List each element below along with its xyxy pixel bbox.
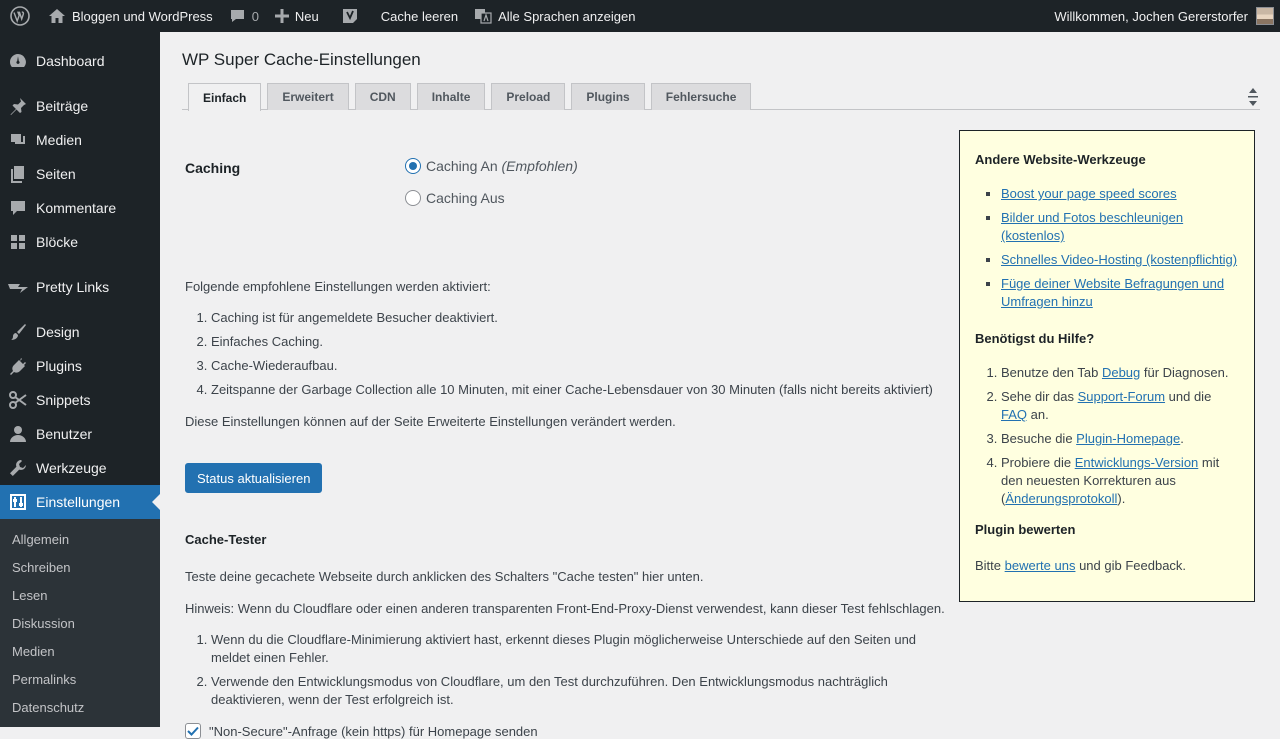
- sidebar-item-pages[interactable]: [0, 157, 160, 191]
- wordpress-logo-icon[interactable]: [0, 0, 40, 32]
- help-text: Benutze den Tab: [1001, 365, 1102, 380]
- sort-arrows-icon[interactable]: [1246, 88, 1260, 106]
- star-link-icon: [8, 277, 28, 297]
- sidebar-item-media[interactable]: [0, 123, 160, 157]
- site-name: Bloggen und WordPress: [72, 8, 213, 24]
- account-menu[interactable]: [1046, 0, 1280, 32]
- wrench-icon: [8, 458, 28, 478]
- translation-icon: [474, 8, 492, 24]
- tab-advanced[interactable]: Erweitert: [267, 83, 348, 110]
- tools-link-video[interactable]: Schnelles Video-Hosting (kostenpflichtig): [1001, 252, 1238, 267]
- list-item: [1001, 430, 1239, 448]
- yoast-icon[interactable]: [327, 0, 373, 32]
- plug-icon: [8, 356, 28, 376]
- tab-plugins[interactable]: Plugins: [571, 83, 644, 110]
- submenu-item-writing[interactable]: Schreiben: [12, 559, 71, 575]
- admin-sidebar: [0, 32, 160, 720]
- submenu-item-general[interactable]: Allgemein: [12, 531, 70, 547]
- avatar: [1256, 7, 1274, 25]
- sidebar-item-label: Medien: [36, 132, 82, 148]
- list-item: 1. Wenn du die Cloudflare-Minimierung aktiviert hast, erkennt dieses Plugin möglicherweise Unterschiede auf den Seiten und meldet einen Fehler.: [211, 631, 931, 667]
- sidebar-item-dashboard[interactable]: [0, 44, 160, 78]
- non-secure-label: "Non-Secure"-Anfrage (kein https) für Homepage senden: [209, 723, 538, 739]
- sidebar-item-plugins[interactable]: [0, 349, 160, 383]
- submenu-item-discussion[interactable]: Diskussion: [12, 615, 75, 631]
- languages-label: Alle Sprachen anzeigen: [498, 8, 636, 24]
- sidebar-item-settings[interactable]: [0, 485, 160, 519]
- comment-icon: [8, 198, 28, 218]
- rate-title: Plugin bewerten: [975, 522, 1076, 537]
- list-item: [1001, 251, 1239, 269]
- sidebar-item-design[interactable]: [0, 315, 160, 349]
- advanced-note: Diese Einstellungen können auf der Seite Erweiterte Einstellungen verändert werden.: [185, 414, 676, 429]
- list-item: [1001, 185, 1239, 203]
- cloudflare-note: Hinweis: Wenn du Cloudflare oder einen anderen transparenten Front-End-Proxy-Dienst verwendest, kann dieser Test fehlschlagen.: [185, 601, 945, 616]
- non-secure-option[interactable]: [185, 723, 538, 739]
- blocks-icon: [8, 232, 28, 252]
- list-item: 3. Cache-Wiederaufbau.: [211, 357, 933, 375]
- settings-tabs: [182, 83, 1260, 110]
- pages-icon: [8, 164, 28, 184]
- sidebar-item-label: Seiten: [36, 166, 76, 182]
- submenu-item-reading[interactable]: Lesen: [12, 587, 48, 603]
- help-text: mit den neuesten Korrekturen aus (: [1001, 455, 1220, 506]
- tab-contents[interactable]: Inhalte: [417, 83, 486, 110]
- support-forum-link[interactable]: Support-Forum: [1077, 389, 1166, 404]
- sidebar-item-label: Snippets: [36, 392, 91, 408]
- sidebar-item-snippets[interactable]: [0, 383, 160, 417]
- tab-easy[interactable]: Einfach: [188, 83, 261, 111]
- tools-list: [1001, 185, 1239, 311]
- sidebar-item-blocks[interactable]: [0, 225, 160, 259]
- sidebar-item-label: Blöcke: [36, 234, 79, 250]
- update-status-button[interactable]: Status aktualisieren: [185, 463, 322, 493]
- rate-link[interactable]: bewerte uns: [1004, 558, 1076, 573]
- list-item: [1001, 454, 1239, 508]
- changelog-link[interactable]: Änderungsprotokoll: [1005, 491, 1118, 506]
- tools-link-speed[interactable]: Boost your page speed scores: [1001, 186, 1177, 201]
- tab-debug[interactable]: Fehlersuche: [651, 83, 752, 110]
- caching-off-option[interactable]: [405, 190, 505, 206]
- list-item: 2. Verwende den Entwicklungsmodus von Cloudflare, um den Test durchzuführen. Den Entwicklungsmodus nachträglich deaktivieren, wenn der Test erfolgreich ist.: [211, 673, 931, 709]
- brush-icon: [8, 322, 28, 342]
- help-text: Besuche die: [1001, 431, 1077, 446]
- info-sidebox: [959, 130, 1255, 602]
- sidebar-item-users[interactable]: [0, 417, 160, 451]
- help-list: [1001, 364, 1239, 508]
- sidebar-item-posts[interactable]: [0, 89, 160, 123]
- sidebar-item-label: Design: [36, 324, 80, 340]
- tools-link-images[interactable]: Bilder und Fotos beschleunigen (kostenlos): [1001, 210, 1184, 243]
- plugin-homepage-link[interactable]: Plugin-Homepage: [1076, 431, 1181, 446]
- sidebar-item-label: Kommentare: [36, 200, 117, 216]
- sidebar-item-comments[interactable]: [0, 191, 160, 225]
- languages-link[interactable]: [466, 0, 643, 32]
- sidebar-item-label: Einstellungen: [36, 494, 121, 510]
- cloudflare-list: [211, 631, 931, 715]
- sidebar-item-label: Werkzeuge: [36, 460, 107, 476]
- faq-link[interactable]: FAQ: [1001, 407, 1028, 422]
- site-name-link[interactable]: [40, 0, 221, 32]
- sidebar-item-label: Plugins: [36, 358, 82, 374]
- list-item: 1. Caching ist für angemeldete Besucher deaktiviert.: [211, 309, 933, 327]
- caching-off-label: Caching Aus: [426, 190, 505, 206]
- rate-text: [975, 558, 1239, 573]
- cache-tester-intro: Teste deine gecachete Webseite durch anklicken des Schalters "Cache testen" hier unten.: [185, 569, 704, 584]
- caching-on-label: Caching An: [426, 158, 498, 174]
- caching-label: Caching: [185, 160, 241, 176]
- submenu-item-media[interactable]: Medien: [12, 643, 55, 659]
- rate-text-pre: Bitte: [975, 558, 1005, 573]
- user-icon: [8, 424, 28, 444]
- list-item: 4. Zeitspanne der Garbage Collection alle 10 Minuten, mit einer Cache-Lebensdauer von 30 Minuten (falls nicht bereits aktiviert): [211, 381, 933, 399]
- help-text: für Diagnosen.: [1140, 365, 1229, 380]
- help-text: .: [1180, 431, 1184, 446]
- tab-cdn[interactable]: CDN: [355, 83, 411, 110]
- new-label: Neu: [294, 8, 319, 24]
- sidebar-item-pretty-links[interactable]: [0, 270, 160, 304]
- dashboard-icon: [8, 51, 28, 71]
- tools-title: Andere Website-Werkzeuge: [975, 152, 1146, 167]
- checkmark-icon: [187, 726, 199, 736]
- tab-preload[interactable]: Preload: [491, 83, 565, 110]
- plus-icon: [275, 9, 289, 23]
- sidebar-item-label: Benutzer: [36, 426, 93, 442]
- sidebar-item-label: Dashboard: [36, 53, 105, 69]
- new-content-link[interactable]: [267, 0, 327, 32]
- submenu-item-permalinks[interactable]: Permalinks: [12, 671, 77, 687]
- recommended-list: [211, 309, 933, 405]
- welcome-text: Willkommen, Jochen Gererstorfer: [1054, 8, 1248, 24]
- cache-tester-title: Cache-Tester: [185, 532, 267, 547]
- comment-icon: [229, 8, 246, 24]
- page-title: WP Super Cache-Einstellungen: [182, 50, 421, 69]
- sidebar-item-label: Beiträge: [36, 98, 89, 114]
- help-title: Benötigst du Hilfe?: [975, 331, 1095, 346]
- settings-submenu: [0, 519, 160, 727]
- list-item: [1001, 388, 1239, 424]
- submenu-item-privacy[interactable]: Datenschutz: [12, 699, 85, 715]
- pin-icon: [8, 96, 28, 116]
- dev-version-link[interactable]: Entwicklungs-Version: [1074, 455, 1199, 470]
- caching-on-radio[interactable]: [405, 158, 421, 174]
- caching-on-option[interactable]: [405, 158, 578, 174]
- cache-clear-link[interactable]: Cache leeren: [380, 8, 459, 24]
- main-content: [160, 32, 1280, 739]
- scissors-icon: [8, 390, 28, 410]
- help-text: ).: [1117, 491, 1126, 506]
- list-item: 2. Einfaches Caching.: [211, 333, 933, 351]
- help-text: und die: [1165, 389, 1212, 404]
- help-text: Probiere die: [1001, 455, 1075, 470]
- help-text: an.: [1027, 407, 1049, 422]
- tools-link-surveys[interactable]: Füge deiner Website Befragungen und Umfragen hinzu: [1001, 276, 1225, 309]
- comments-count: 0: [251, 8, 259, 24]
- debug-link[interactable]: Debug: [1101, 365, 1141, 380]
- help-text: Sehe dir das: [1001, 389, 1078, 404]
- rate-text-post: und gib Feedback.: [1075, 558, 1187, 573]
- list-item: [1001, 275, 1239, 311]
- caching-off-radio[interactable]: [405, 190, 421, 206]
- media-icon: [8, 130, 28, 150]
- sidebar-item-label: Pretty Links: [36, 279, 110, 295]
- list-item: [1001, 364, 1239, 382]
- settings-icon: [8, 492, 28, 512]
- admin-bar: [0, 0, 1280, 32]
- sidebar-item-tools[interactable]: [0, 451, 160, 485]
- home-icon: [48, 8, 66, 24]
- list-item: [1001, 209, 1239, 245]
- caching-row: [185, 152, 945, 212]
- caching-on-note: (Empfohlen): [501, 158, 578, 174]
- comments-link[interactable]: [221, 0, 267, 32]
- recommended-intro: Folgende empfohlene Einstellungen werden aktiviert:: [185, 279, 491, 294]
- non-secure-checkbox[interactable]: [185, 723, 201, 739]
